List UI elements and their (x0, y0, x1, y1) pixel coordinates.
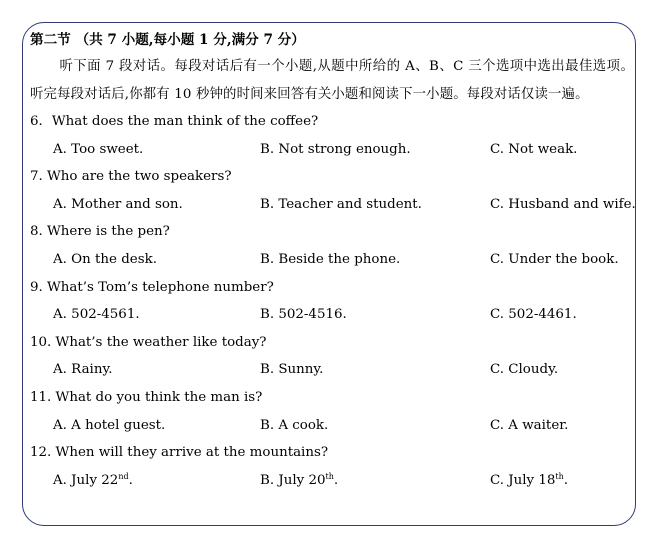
listening-section (30, 27, 634, 494)
question-11 (30, 384, 634, 439)
question-options (30, 136, 634, 164)
option-b-text: B. July 20 (260, 472, 326, 488)
option-c (490, 467, 568, 495)
question-options (30, 301, 634, 329)
option-b-period: . (333, 472, 339, 488)
option-b-suffix: th (325, 471, 334, 481)
question-options (30, 191, 634, 219)
question-options (30, 467, 634, 495)
option-b: B. Teacher and student. (260, 196, 422, 212)
option-c-suffix: th (555, 471, 564, 481)
option-c: C. A waiter. (490, 417, 569, 433)
option-c-period: . (563, 472, 569, 488)
question-12 (30, 439, 634, 494)
option-a: A. Too sweet. (53, 141, 144, 157)
option-a: A. A hotel guest. (53, 417, 166, 433)
option-b: B. 502-4516. (260, 307, 347, 323)
question-10 (30, 329, 634, 384)
option-a (53, 467, 133, 495)
option-a-text: A. July 22 (53, 472, 119, 488)
question-options (30, 412, 634, 440)
option-b: B. Sunny. (260, 362, 324, 378)
option-a: A. Mother and son. (53, 196, 183, 212)
option-c: C. Husband and wife. (490, 196, 636, 212)
question-text: 10. What’s the weather like today? (30, 334, 267, 350)
question-text: 12. When will they arrive at the mountains? (30, 445, 329, 461)
option-a-suffix: nd (118, 471, 129, 481)
question-text: 6．What does the man think of the coffee? (30, 114, 319, 129)
option-b (260, 467, 338, 495)
question-6 (30, 108, 634, 163)
option-b: B. Beside the phone. (260, 251, 401, 267)
option-c: C. Not weak. (490, 141, 578, 157)
question-text: 7. Who are the two speakers? (30, 169, 232, 185)
question-9 (30, 274, 634, 329)
question-text: 8. Where is the pen? (30, 224, 170, 240)
question-7 (30, 163, 634, 218)
option-a-period: . (128, 472, 133, 488)
option-c: C. Under the book. (490, 251, 619, 267)
option-a: A. 502-4561. (53, 307, 140, 323)
question-options (30, 246, 634, 274)
section-title: 第二节 （共 7 小题,每小题 1 分,满分 7 分） (30, 32, 305, 48)
question-options (30, 356, 634, 384)
option-c: C. Cloudy. (490, 362, 559, 378)
section-instructions: 听下面 7 段对话。每段对话后有一个小题,从题中所给的 A、B、C 三个选项中选出最佳选项。听完每段对话后,你都有 10 秒钟的时间来回答有关小题和阅读下一小题。每段对话仅读一遍。 (30, 59, 634, 102)
option-c: C. 502-4461. (490, 307, 577, 323)
question-8 (30, 218, 634, 273)
option-b: B. A cook. (260, 417, 329, 433)
option-b: B. Not strong enough. (260, 141, 411, 157)
option-c-text: C. July 18 (490, 472, 556, 488)
option-a: A. On the desk. (53, 251, 157, 267)
question-text: 9. What’s Tom’s telephone number? (30, 279, 274, 295)
question-text: 11. What do you think the man is? (30, 389, 263, 405)
option-a: A. Rainy. (53, 362, 113, 378)
